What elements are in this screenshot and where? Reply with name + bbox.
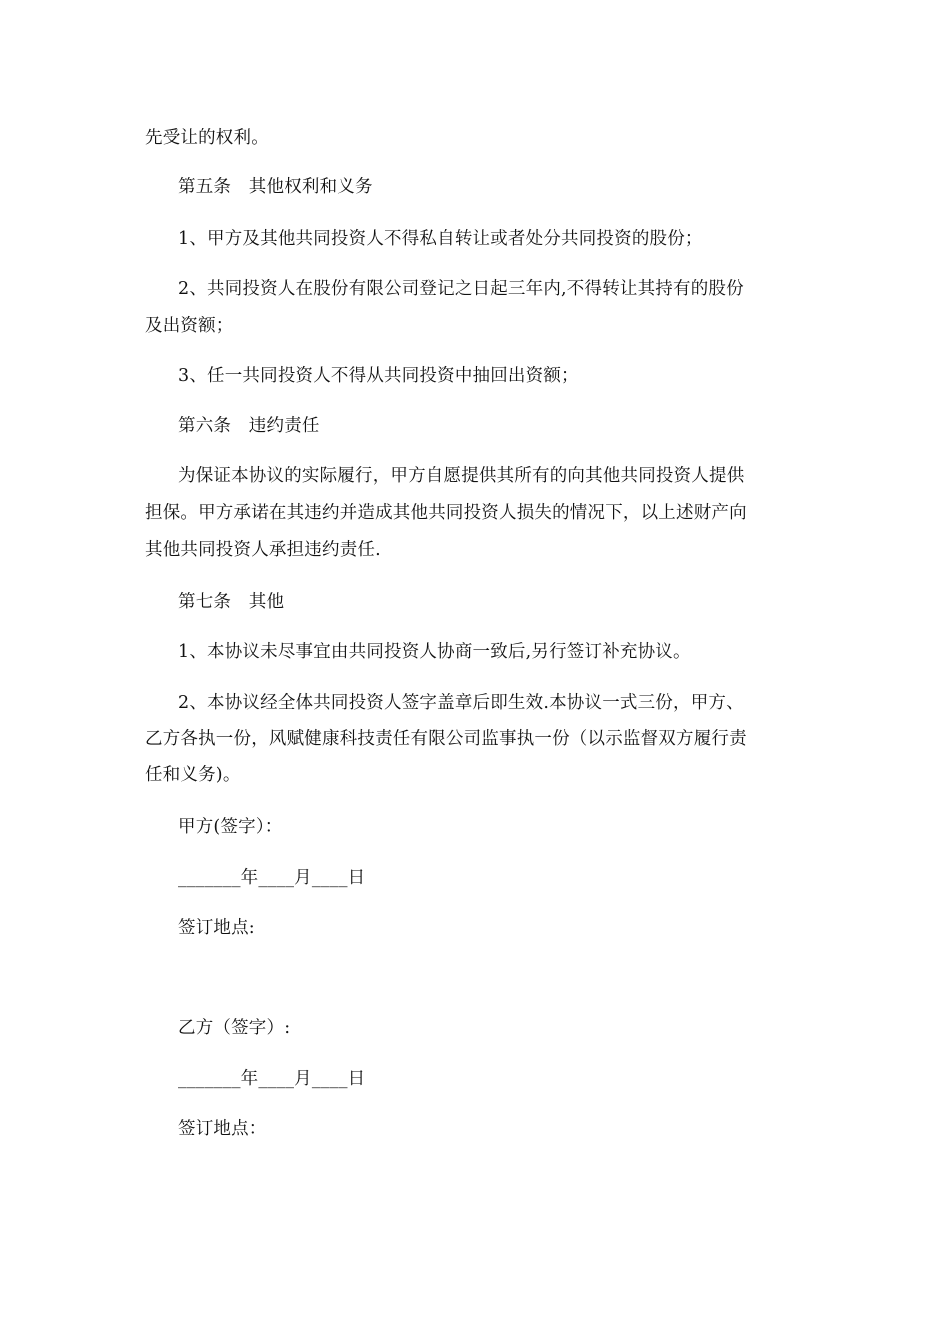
- article-6-text-line-3: 其他共同投资人承担违约责任.: [145, 540, 381, 560]
- article-7-item-2-line-3: 任和义务)。: [145, 765, 241, 785]
- party-b-date-line: _______年____月____日: [178, 1069, 366, 1089]
- article-7-item-1: 1、本协议未尽事宜由共同投资人协商一致后,另行签订补充协议。: [178, 642, 691, 662]
- party-b-signature-label: 乙方（签字）:: [178, 1018, 291, 1038]
- paragraph-continuation: 先受让的权利。: [145, 128, 269, 148]
- article-6-text-line-1: 为保证本协议的实际履行，甲方自愿提供其所有的向其他共同投资人提供: [178, 466, 745, 486]
- article-5-item-2-line-1: 2、共同投资人在股份有限公司登记之日起三年内,不得转让其持有的股份: [178, 279, 744, 299]
- party-a-date-line: _______年____月____日: [178, 868, 366, 888]
- party-a-signature-label: 甲方(签字）：: [178, 817, 283, 837]
- article-7-heading: 第七条 其他: [178, 592, 285, 612]
- article-5-item-1: 1、甲方及其他共同投资人不得私自转让或者处分共同投资的股份；: [178, 229, 703, 249]
- article-6-text-line-2: 担保。甲方承诺在其违约并造成其他共同投资人损失的情况下，以上述财产向: [145, 503, 747, 523]
- article-7-item-2-line-2: 乙方各执一份，风赋健康科技责任有限公司监事执一份（以示监督双方履行责: [145, 729, 747, 749]
- party-a-place-label: 签订地点:: [178, 918, 255, 938]
- article-6-heading: 第六条 违约责任: [178, 416, 320, 436]
- article-5-item-2-line-2: 及出资额；: [145, 316, 234, 336]
- article-5-item-3: 3、任一共同投资人不得从共同投资中抽回出资额；: [178, 366, 579, 386]
- article-5-heading: 第五条 其他权利和义务: [178, 177, 373, 197]
- party-b-place-label: 签订地点：: [178, 1119, 267, 1139]
- article-7-item-2-line-1: 2、本协议经全体共同投资人签字盖章后即生效.本协议一式三份，甲方、: [178, 693, 744, 713]
